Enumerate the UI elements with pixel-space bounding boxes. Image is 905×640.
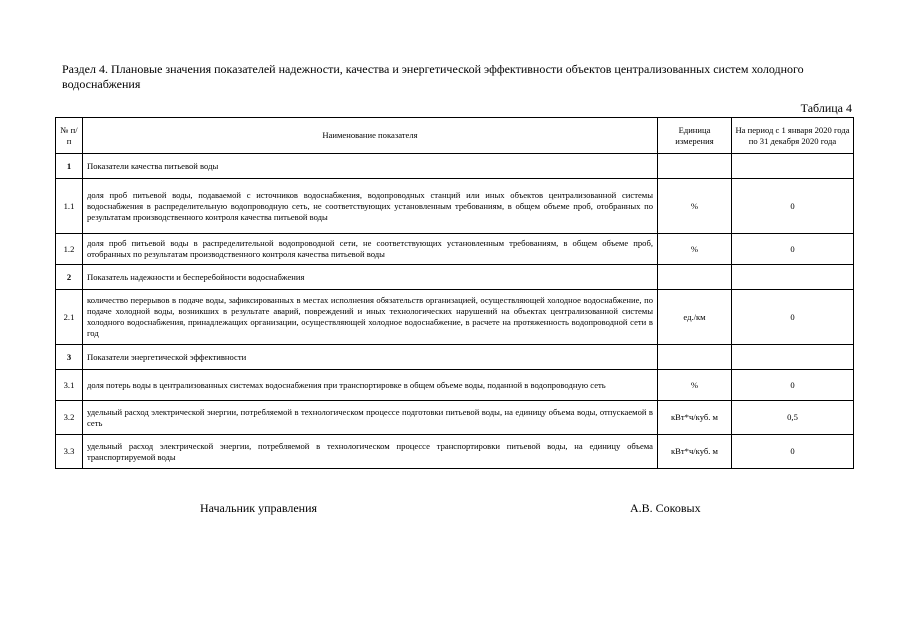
empty-cell (732, 265, 854, 290)
row-value: 0 (732, 179, 854, 234)
row-num: 3.2 (56, 401, 83, 435)
table-row (56, 234, 854, 265)
section-num: 3 (56, 345, 83, 370)
section-row-3 (56, 345, 854, 370)
signatory-position: Начальник управления (200, 501, 318, 515)
row-indicator-name: количество перерывов в подаче воды, зафиксированных в местах исполнения обязательств организацией, осуществляющей холодное водоснабжение, по подаче холодной воды, возникших в результате аварий, повреждений и иных технологических нарушений на объектах централизованной системы холодного водоснабжения, принадлежащих организации, осуществляющей холодное водоснабжение, в расчете на протяженность водопроводной сети в год (83, 290, 658, 345)
row-unit: ед./км (658, 290, 732, 345)
section-title: Показатель надежности и бесперебойности водоснабжения (83, 265, 658, 290)
row-value: 0 (732, 290, 854, 345)
row-num: 3.1 (56, 370, 83, 401)
table-row (56, 401, 854, 435)
row-value: 0,5 (732, 401, 854, 435)
table-row (56, 179, 854, 234)
row-indicator-name: удельный расход электрической энергии, потребляемой в технологическом процессе подготовки питьевой воды, на единицу объема воды, отпускаемой в сеть (83, 401, 658, 435)
empty-cell (732, 345, 854, 370)
row-unit: % (658, 179, 732, 234)
row-value: 0 (732, 435, 854, 469)
section-row-1 (56, 154, 854, 179)
row-value: 0 (732, 234, 854, 265)
row-num: 3.3 (56, 435, 83, 469)
table-row (56, 290, 854, 345)
row-value: 0 (732, 370, 854, 401)
section-title: Показатели качества питьевой воды (83, 154, 658, 179)
empty-cell (658, 345, 732, 370)
empty-cell (658, 154, 732, 179)
table-label: Таблица 4 (800, 101, 852, 115)
header-name: Наименование показателя (83, 118, 658, 154)
row-unit: кВт*ч/куб. м (658, 401, 732, 435)
row-unit: кВт*ч/куб. м (658, 435, 732, 469)
section-num: 1 (56, 154, 83, 179)
table-row (56, 370, 854, 401)
row-unit: % (658, 370, 732, 401)
section-row-2 (56, 265, 854, 290)
header-unit: Единица измерения (658, 118, 732, 154)
row-num: 2.1 (56, 290, 83, 345)
section-title: Показатели энергетической эффективности (83, 345, 658, 370)
header-period: На период с 1 января 2020 года по 31 декабря 2020 года (732, 118, 854, 154)
row-indicator-name: доля потерь воды в централизованных системах водоснабжения при транспортировке в общем объеме воды, поданной в водопроводную сеть (83, 370, 658, 401)
table-row (56, 435, 854, 469)
signatory-name: А.В. Соковых (630, 501, 701, 515)
row-unit: % (658, 234, 732, 265)
section-num: 2 (56, 265, 83, 290)
indicators-table (55, 117, 854, 469)
section-heading: Раздел 4. Плановые значения показателей надежности, качества и энергетической эффективности объектов централизованных систем холодного водоснабжения (62, 62, 804, 91)
empty-cell (732, 154, 854, 179)
row-num: 1.1 (56, 179, 83, 234)
row-indicator-name: доля проб питьевой воды в распределительной водопроводной сети, не соответствующих установленным требованиям, в общем объеме проб, отобранных по результатам производственного контроля качества питьевой воды (83, 234, 658, 265)
table-header-row (56, 118, 854, 154)
header-num: № п/п (56, 118, 83, 154)
row-indicator-name: доля проб питьевой воды, подаваемой с источников водоснабжения, водопроводных станций или иных объектов централизованной системы водоснабжения в распределительную водопроводную сеть, не соответствующих установленным требованиям, в общем объеме проб, отобранных по результатам производственного контроля качества питьевой воды (83, 179, 658, 234)
empty-cell (658, 265, 732, 290)
row-indicator-name: удельный расход электрической энергии, потребляемой в технологическом процессе транспортировки питьевой воды, на единицу объема транспортируемой воды (83, 435, 658, 469)
row-num: 1.2 (56, 234, 83, 265)
